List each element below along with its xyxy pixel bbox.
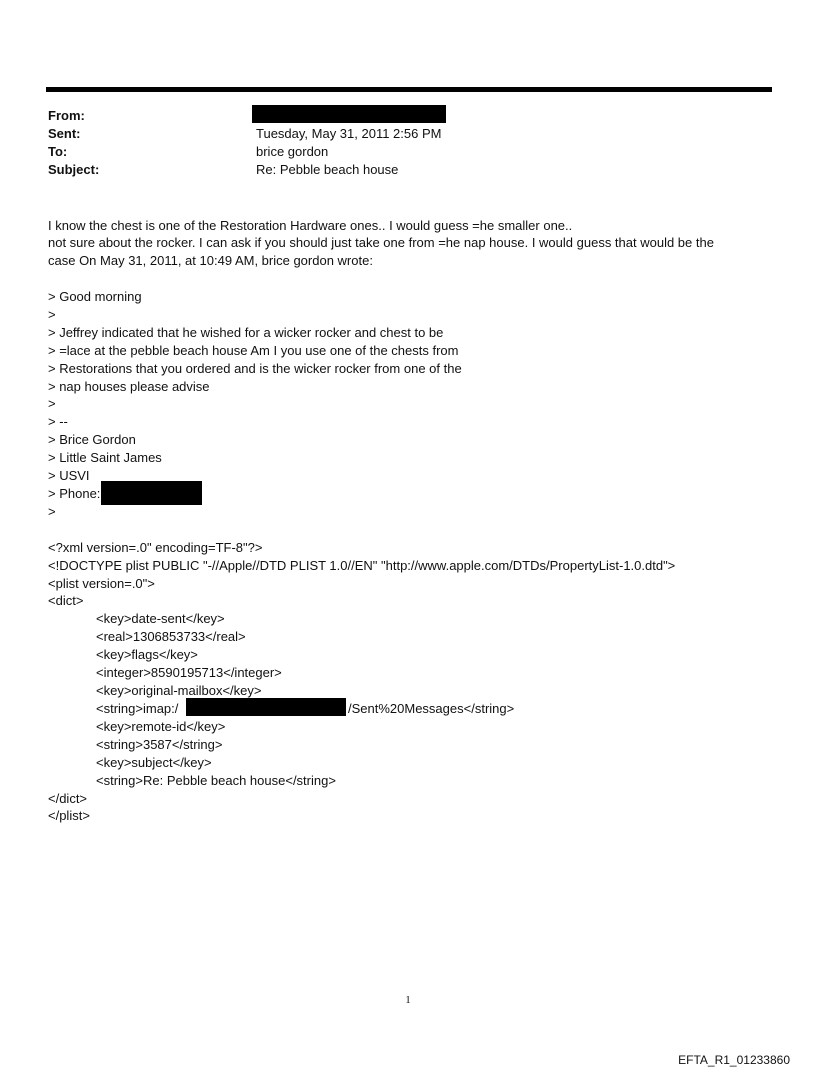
- quoted-line: > nap houses please advise: [48, 379, 210, 394]
- plist-entry: <key>original-mailbox</key>: [96, 683, 262, 698]
- sent-label: Sent:: [48, 126, 81, 141]
- to-label: To:: [48, 144, 68, 159]
- page-number: 1: [405, 994, 411, 1006]
- imap-suffix: /Sent%20Messages</string>: [348, 701, 515, 716]
- imap-prefix: <string>imap:/: [96, 701, 179, 716]
- plist-entry: <real>1306853733</real>: [96, 629, 246, 644]
- quoted-line: > Restorations that you ordered and is the wicker rocker from one of the: [48, 361, 462, 376]
- doctype-line: <!DOCTYPE plist PUBLIC "-//Apple//DTD PLIST 1.0//EN" "http://www.apple.com/DTDs/PropertyList-1.0.dtd">: [48, 558, 676, 573]
- quoted-line: > Little Saint James: [48, 450, 162, 465]
- dict-open: <dict>: [48, 593, 84, 608]
- subject-label: Subject:: [48, 162, 100, 177]
- quoted-line: >: [48, 396, 56, 411]
- message-line: not sure about the rocker. I can ask if you should just take one from =he nap house. I would guess that would be the: [48, 235, 714, 250]
- plist-entry: <string>3587</string>: [96, 737, 223, 752]
- subject-value: Re: Pebble beach house: [256, 162, 399, 177]
- to-value: brice gordon: [256, 144, 329, 159]
- document-id: EFTA_R1_01233860: [678, 1053, 790, 1067]
- from-label: From:: [48, 108, 85, 123]
- phone-redaction: [101, 481, 202, 505]
- mailbox-redaction: [186, 698, 346, 716]
- quoted-line: > Jeffrey indicated that he wished for a wicker rocker and chest to be: [48, 325, 444, 340]
- quoted-line: >: [48, 307, 56, 322]
- plist-entry: <string>Re: Pebble beach house</string>: [96, 773, 336, 788]
- sent-value: Tuesday, May 31, 2011 2:56 PM: [256, 126, 442, 141]
- xml-declaration: <?xml version=.0" encoding=TF-8"?>: [48, 540, 263, 555]
- quoted-line: > --: [48, 414, 68, 429]
- quoted-line: > =lace at the pebble beach house Am I you use one of the chests from: [48, 343, 459, 358]
- quoted-line: >: [48, 504, 56, 519]
- plist-entry: <key>remote-id</key>: [96, 719, 226, 734]
- header-rule: [46, 87, 772, 92]
- message-line: I know the chest is one of the Restoration Hardware ones.. I would guess =he smaller one..: [48, 218, 573, 233]
- quoted-line: > Good morning: [48, 289, 142, 304]
- plist-open: <plist version=.0">: [48, 576, 155, 591]
- dict-close: </dict>: [48, 791, 88, 806]
- plist-close: </plist>: [48, 808, 90, 823]
- from-redaction: [252, 105, 446, 123]
- plist-entry: <key>date-sent</key>: [96, 611, 225, 626]
- plist-entry: <integer>8590195713</integer>: [96, 665, 282, 680]
- message-line: case On May 31, 2011, at 10:49 AM, brice gordon wrote:: [48, 253, 373, 268]
- quoted-line: > Brice Gordon: [48, 432, 136, 447]
- plist-entry: <key>subject</key>: [96, 755, 212, 770]
- phone-label: > Phone:: [48, 486, 101, 501]
- plist-entry: <key>flags</key>: [96, 647, 198, 662]
- quoted-line: > USVI: [48, 468, 90, 483]
